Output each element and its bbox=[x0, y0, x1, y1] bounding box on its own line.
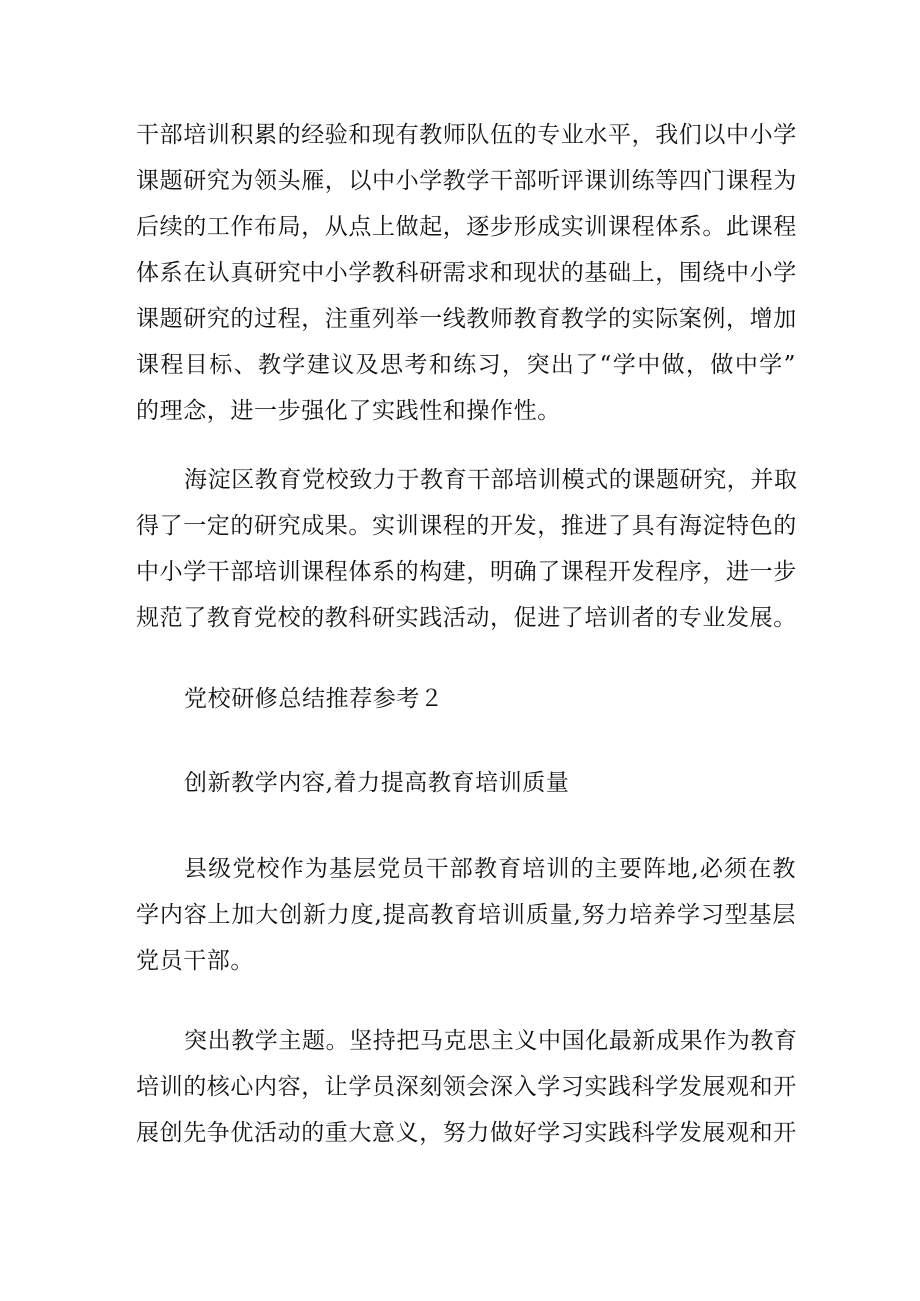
text-line: 中小学干部培训课程体系的构建，明确了课程开发程序，进一步 bbox=[136, 559, 797, 585]
text-line: 县级党校作为基层党员干部教育培训的主要阵地,必须在教 bbox=[184, 856, 796, 882]
text-line: 后续的工作布局，从点上做起，逐步形成实训课程体系。此课程 bbox=[136, 214, 797, 240]
subheading-text: 创新教学内容,着力提高教育培训质量 bbox=[184, 770, 570, 796]
heading-text: 党校研修总结推荐参考２ bbox=[184, 686, 444, 712]
text-line: 体系在认真研究中小学教科研需求和现状的基础上，围绕中小学 bbox=[136, 260, 797, 286]
text-line: 突出教学主题。坚持把马克思主义中国化最新成果作为教育 bbox=[184, 1028, 798, 1054]
text-line: 展创先争优活动的重大意义，努力做好学习实践科学发展观和开 bbox=[136, 1120, 797, 1146]
text-line: 课题研究为领头雁，以中小学教学干部听评课训练等四门课程为 bbox=[136, 168, 797, 194]
text-line: 党员干部。 bbox=[136, 948, 254, 974]
paragraph-county-party-school bbox=[136, 846, 796, 984]
text-line: 海淀区教育党校致力于教育干部培训模式的课题研究，并取 bbox=[184, 467, 798, 493]
text-line: 培训的核心内容，让学员深刻领会深入学习实践科学发展观和开 bbox=[136, 1074, 797, 1100]
paragraph-teaching-theme bbox=[136, 1018, 796, 1156]
paragraph-training-courses bbox=[136, 112, 796, 434]
text-line: 课程目标、教学建议及思考和练习，突出了“学中做，做中学” bbox=[136, 352, 796, 378]
text-line: 得了一定的研究成果。实训课程的开发，推进了具有海淀特色的 bbox=[136, 513, 797, 539]
text-line: 干部培训积累的经验和现有教师队伍的专业水平，我们以中小学 bbox=[136, 122, 797, 148]
text-line: 课题研究的过程，注重列举一线教师教育教学的实际案例，增加 bbox=[136, 306, 797, 332]
text-line: 的理念，进一步强化了实践性和操作性。 bbox=[136, 398, 561, 424]
text-line: 规范了教育党校的教科研实践活动，促进了培训者的专业发展。 bbox=[136, 605, 797, 631]
text-line: 学内容上加大创新力度,提高教育培训质量,努力培养学习型基层 bbox=[136, 902, 796, 928]
section-heading bbox=[136, 676, 796, 722]
paragraph-haidian-party-school bbox=[136, 457, 796, 641]
subheading bbox=[136, 760, 796, 806]
